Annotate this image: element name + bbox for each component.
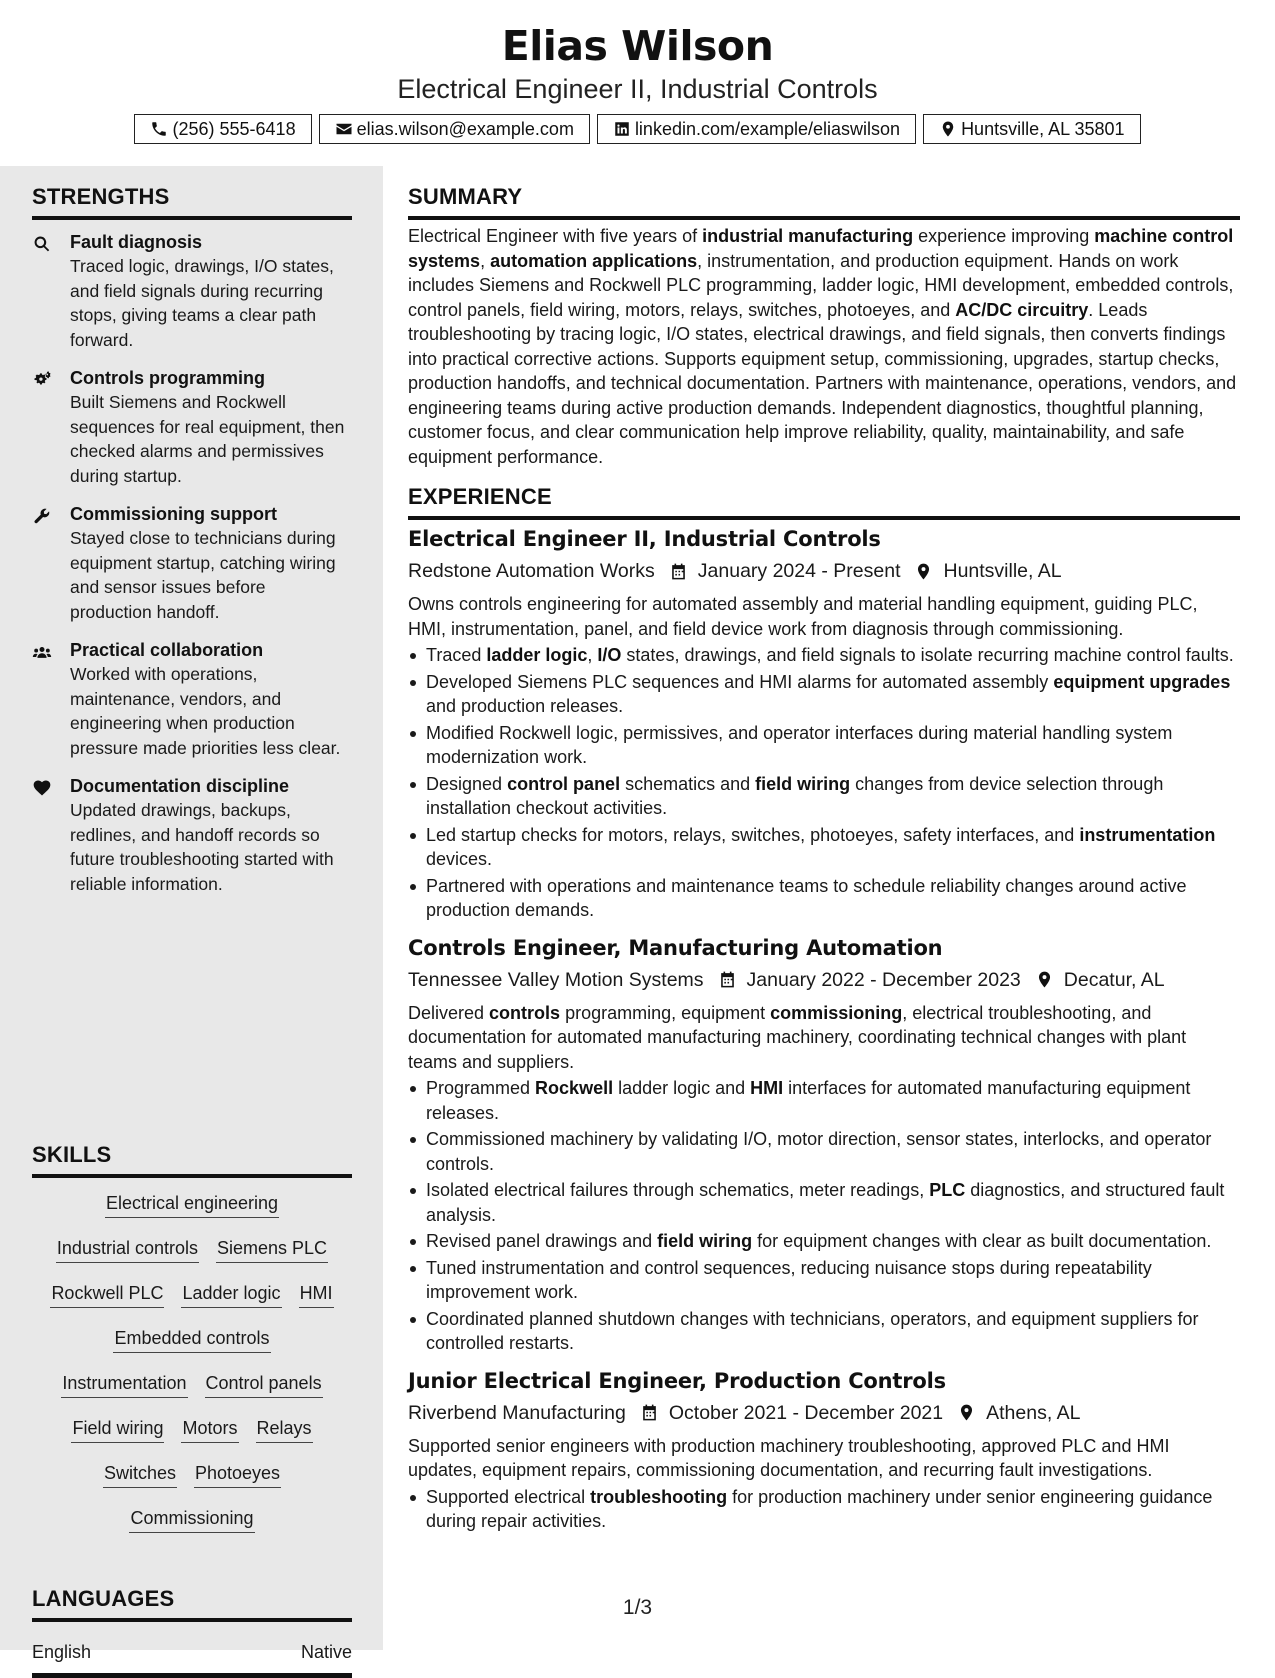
skill-tag: Photoeyes bbox=[194, 1460, 281, 1488]
job-bullet: Tuned instrumentation and control sequences, reducing nuisance stops during repeatability improvement work. bbox=[408, 1256, 1240, 1305]
page-indicator: 1/3 bbox=[622, 1596, 653, 1619]
magnifier-icon bbox=[32, 234, 52, 254]
envelope-icon bbox=[335, 120, 353, 138]
job-bullet: Partnered with operations and maintenance teams to schedule reliability changes around active production demands. bbox=[408, 874, 1240, 923]
skill-tag: Ladder logic bbox=[181, 1280, 281, 1308]
job-location: Decatur, AL bbox=[1063, 968, 1165, 991]
map-pin-icon bbox=[939, 120, 957, 138]
summary-heading: SUMMARY bbox=[408, 184, 1240, 220]
contact-linkedin[interactable] bbox=[597, 114, 916, 144]
strengths-heading: STRENGTHS bbox=[32, 184, 352, 220]
strength-title: Fault diagnosis bbox=[70, 232, 203, 252]
job-bullet: Developed Siemens PLC sequences and HMI alarms for automated assembly equipment upgrades and production releases. bbox=[408, 670, 1240, 719]
strength-title: Documentation discipline bbox=[70, 776, 290, 796]
job-description: Supported senior engineers with production machinery troubleshooting, approved PLC and HMI updates, equipment repairs, commissioning documentation, and recurring fault investigations. bbox=[408, 1435, 1170, 1480]
emphasis-text: controls bbox=[489, 1002, 561, 1023]
contact-phone-text: (256) 555-6418 bbox=[172, 118, 296, 139]
map-pin-icon bbox=[914, 562, 933, 581]
job-company: Tennessee Valley Motion Systems bbox=[408, 968, 704, 991]
calendar-icon bbox=[640, 1403, 659, 1422]
job-bullet: Supported electrical troubleshooting for production machinery under senior engineering guidance during repair activities. bbox=[408, 1485, 1240, 1534]
linkedin-icon bbox=[613, 120, 631, 138]
skill-tag: Relays bbox=[256, 1415, 313, 1443]
skill-row bbox=[32, 1235, 352, 1280]
skills-list bbox=[32, 1190, 352, 1550]
resume-header bbox=[0, 0, 1275, 166]
emphasis-text: instrumentation bbox=[1079, 824, 1216, 845]
job-meta bbox=[408, 1398, 1240, 1428]
emphasis-text: equipment upgrades bbox=[1053, 671, 1231, 692]
emphasis-text: ladder logic bbox=[486, 645, 588, 665]
language-name: English bbox=[32, 1642, 92, 1662]
sidebar bbox=[0, 166, 383, 1662]
skill-tag: Electrical engineering bbox=[105, 1190, 279, 1218]
skill-tag: Rockwell PLC bbox=[50, 1280, 164, 1308]
job-bullet: Coordinated planned shutdown changes with technicians, operators, and equipment suppliers for controlled restarts. bbox=[408, 1307, 1240, 1356]
job-location: Athens, AL bbox=[986, 1401, 1081, 1424]
job-dates: October 2021 - December 2021 bbox=[668, 1401, 944, 1424]
job-bullets bbox=[408, 643, 1240, 923]
skill-row bbox=[32, 1190, 352, 1235]
job-description: Owns controls engineering for automated assembly and material handling equipment, guiding PLC, HMI, instrumentation, panel, and field device work from diagnosis through commissioning. bbox=[408, 594, 1198, 639]
job-bullets bbox=[408, 1485, 1240, 1534]
job-company: Riverbend Manufacturing bbox=[408, 1401, 626, 1424]
emphasis-text: machine control systems bbox=[408, 226, 1234, 271]
strength-desc: Stayed close to technicians during equipment startup, catching wiring and sensor issues before production handoff. bbox=[70, 528, 336, 622]
strength-desc: Updated drawings, backups, redlines, and handoff records so future troubleshooting started with reliable information. bbox=[70, 800, 334, 894]
strength-item bbox=[32, 502, 352, 624]
strength-title: Commissioning support bbox=[70, 504, 277, 524]
job-bullet: Modified Rockwell logic, permissives, and operator interfaces during material handling system modernization work. bbox=[408, 721, 1240, 770]
experience-list bbox=[408, 524, 1240, 1544]
emphasis-text: I/O bbox=[597, 645, 622, 665]
candidate-title: Electrical Engineer II, Industrial Controls bbox=[397, 74, 878, 104]
job-title: Junior Electrical Engineer, Production Controls bbox=[408, 1368, 946, 1393]
contact-email[interactable] bbox=[319, 114, 590, 144]
skill-row bbox=[32, 1460, 352, 1505]
language-item bbox=[32, 1642, 352, 1678]
phone-icon bbox=[150, 120, 168, 138]
job-location: Huntsville, AL bbox=[943, 560, 1062, 582]
skill-tag: Embedded controls bbox=[113, 1325, 270, 1353]
skill-tag: Switches bbox=[103, 1460, 177, 1488]
job-bullet: Led startup checks for motors, relays, switches, photoeyes, safety interfaces, and instrumentation devices. bbox=[408, 823, 1240, 872]
job-title: Controls Engineer, Manufacturing Automation bbox=[408, 935, 943, 960]
skill-tag: Commissioning bbox=[129, 1505, 254, 1533]
contact-location-text: Huntsville, AL 35801 bbox=[961, 118, 1125, 139]
job-entry bbox=[408, 933, 1240, 1356]
users-icon bbox=[32, 642, 52, 662]
job-meta bbox=[408, 556, 1240, 586]
language-level: Native bbox=[300, 1642, 352, 1662]
skill-row bbox=[32, 1505, 352, 1550]
candidate-name: Elias Wilson bbox=[501, 22, 774, 70]
strength-item bbox=[32, 366, 352, 488]
skill-row bbox=[32, 1415, 352, 1460]
languages-heading: LANGUAGES bbox=[32, 1586, 352, 1622]
job-bullet: Traced ladder logic, I/O states, drawings, and field signals to isolate recurring machine control faults. bbox=[408, 643, 1240, 668]
job-bullet: Isolated electrical failures through schematics, meter readings, PLC diagnostics, and structured fault analysis. bbox=[408, 1178, 1240, 1227]
experience-heading: EXPERIENCE bbox=[408, 484, 1240, 520]
job-company: Redstone Automation Works bbox=[408, 560, 655, 582]
skill-tag: Siemens PLC bbox=[216, 1235, 328, 1263]
strengths-list bbox=[32, 230, 352, 910]
map-pin-icon bbox=[957, 1403, 976, 1422]
skills-heading: SKILLS bbox=[32, 1142, 352, 1178]
emphasis-text: Rockwell bbox=[535, 1078, 614, 1098]
contact-bar bbox=[0, 114, 1275, 144]
calendar-icon bbox=[718, 970, 737, 989]
emphasis-text: troubleshooting bbox=[590, 1486, 728, 1507]
emphasis-text: AC/DC circuitry bbox=[955, 299, 1089, 320]
heart-icon bbox=[32, 778, 52, 798]
job-entry bbox=[408, 524, 1240, 923]
strength-item bbox=[32, 774, 352, 896]
job-dates: January 2024 - Present bbox=[697, 560, 901, 582]
emphasis-text: field wiring bbox=[657, 1231, 753, 1251]
job-bullet: Commissioned machinery by validating I/O, motor direction, sensor states, interlocks, and operator controls. bbox=[408, 1127, 1240, 1176]
skill-row bbox=[32, 1325, 352, 1370]
emphasis-text: field wiring bbox=[755, 773, 851, 794]
strength-title: Practical collaboration bbox=[70, 640, 264, 660]
skill-tag: Motors bbox=[181, 1415, 238, 1443]
strength-title: Controls programming bbox=[70, 368, 266, 388]
contact-linkedin-text: linkedin.com/example/eliaswilson bbox=[634, 118, 901, 139]
wrench-icon bbox=[32, 506, 52, 526]
summary-text: Electrical Engineer with five years of industrial manufacturing experience improving machine control systems, automation applications, instrumentation, and production equipment. Hands on work includes Siemens and Rockwell PLC programming, ladder logic, HMI development, embedded controls, control panels, field wiring, motors, relays, switches, photoeyes, and AC/DC circuitry. Leads troubleshooting by tracing logic, I/O states, electrical drawings, and field signals, then converts findings into practical corrective actions. Supports equipment setup, commissioning, upgrades, startup checks, production handoffs, and technical documentation. Partners with maintenance, operations, vendors, and engineering teams during active production demands. Independent diagnostics, thoughtful planning, customer focus, and clear communication help improve reliability, quality, maintainability, and safe equipment performance. bbox=[408, 226, 1237, 467]
emphasis-text: PLC bbox=[929, 1180, 966, 1200]
skill-tag: Field wiring bbox=[71, 1415, 164, 1443]
job-entry bbox=[408, 1366, 1240, 1534]
gears-icon bbox=[32, 370, 52, 390]
skill-row bbox=[32, 1280, 352, 1325]
skill-tag: HMI bbox=[299, 1280, 334, 1308]
strength-item bbox=[32, 638, 352, 760]
job-bullet: Revised panel drawings and field wiring for equipment changes with clear as built documentation. bbox=[408, 1229, 1240, 1254]
contact-email-text: elias.wilson@example.com bbox=[356, 118, 574, 139]
job-title: Electrical Engineer II, Industrial Controls bbox=[408, 527, 881, 551]
emphasis-text: automation applications bbox=[490, 250, 698, 271]
job-meta bbox=[408, 965, 1240, 995]
contact-location bbox=[923, 114, 1140, 144]
emphasis-text: HMI bbox=[750, 1078, 784, 1098]
strength-desc: Traced logic, drawings, I/O states, and field signals during recurring stops, giving teams a clear path forward. bbox=[70, 256, 334, 350]
strength-desc: Worked with operations, maintenance, vendors, and engineering when production pressure made priorities less clear. bbox=[70, 664, 341, 758]
map-pin-icon bbox=[1035, 970, 1054, 989]
job-bullets bbox=[408, 1076, 1240, 1356]
job-bullet: Programmed Rockwell ladder logic and HMI interfaces for automated manufacturing equipment releases. bbox=[408, 1076, 1240, 1125]
skill-row bbox=[32, 1370, 352, 1415]
calendar-icon bbox=[669, 562, 688, 581]
contact-phone[interactable] bbox=[134, 114, 311, 144]
skill-tag: Instrumentation bbox=[61, 1370, 187, 1398]
emphasis-text: commissioning bbox=[770, 1002, 903, 1023]
skill-tag: Control panels bbox=[205, 1370, 323, 1398]
job-dates: January 2022 - December 2023 bbox=[746, 968, 1021, 991]
job-bullet: Designed control panel schematics and field wiring changes from device selection through installation checkout activities. bbox=[408, 772, 1240, 821]
strength-item bbox=[32, 230, 352, 352]
strength-desc: Built Siemens and Rockwell sequences for real equipment, then checked alarms and permissives during startup. bbox=[70, 392, 345, 486]
emphasis-text: industrial manufacturing bbox=[702, 226, 914, 246]
job-description: Delivered controls programming, equipment commissioning, electrical troubleshooting, and documentation for automated manufacturing machinery, coordinating technical changes with plant teams and suppliers. bbox=[408, 1002, 1187, 1072]
emphasis-text: control panel bbox=[507, 773, 621, 794]
skill-tag: Industrial controls bbox=[56, 1235, 199, 1263]
